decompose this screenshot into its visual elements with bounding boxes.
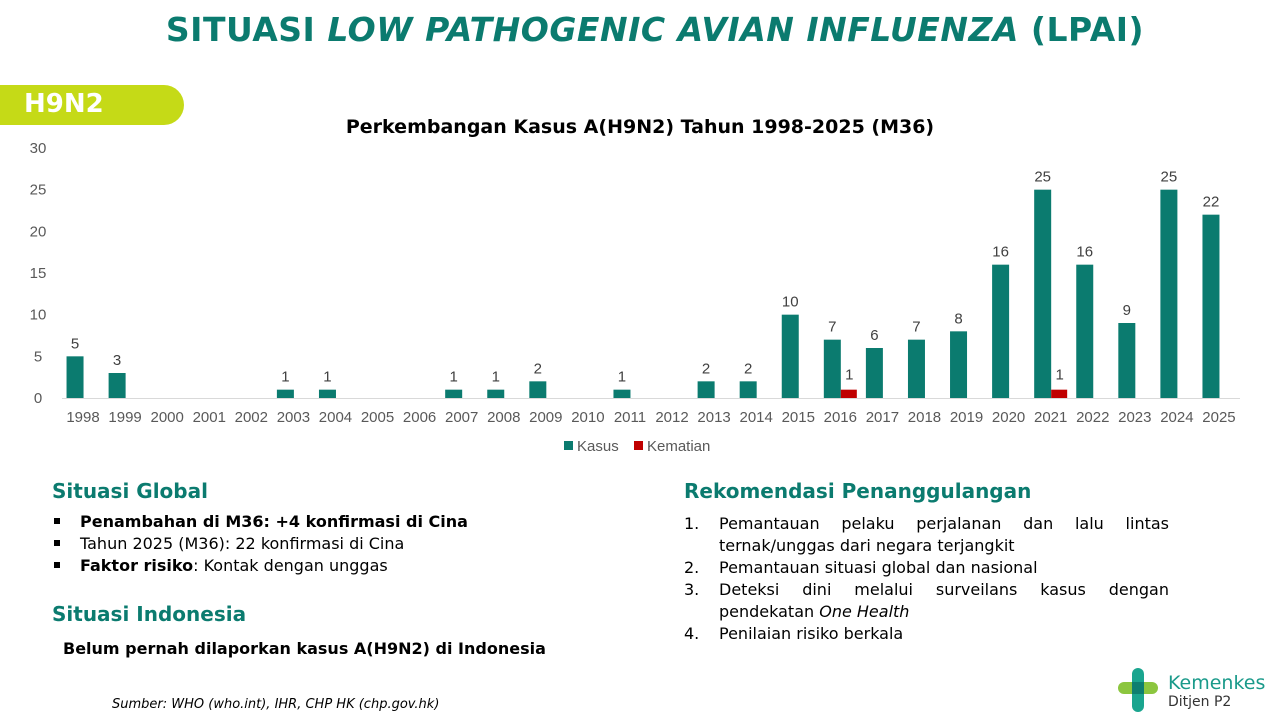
recommendation-text: Pemantauan pelaku perjalanan dan lalu lintas ternak/unggas dari negara terjangkit (719, 514, 1169, 555)
global-bullet-bold: Penambahan di M36: +4 konfirmasi di Cina (80, 512, 468, 531)
x-tick-label: 2020 (991, 409, 1026, 426)
global-bullet (54, 512, 468, 531)
recommendation-italic: One Health (819, 602, 910, 621)
data-label-kasus: 22 (1202, 193, 1220, 211)
bar-kasus (824, 340, 841, 398)
indonesia-text: Belum pernah dilaporkan kasus A(H9N2) di Indonesia (63, 639, 546, 658)
data-label-kasus: 3 (112, 352, 122, 369)
y-tick-label: 20 (29, 223, 47, 241)
x-tick-label: 2017 (865, 409, 900, 426)
recommendation-item (684, 623, 1169, 645)
x-tick-label: 2021 (1033, 409, 1068, 426)
recommendation-item (684, 579, 1169, 623)
logo-subname: Ditjen P2 (1168, 694, 1232, 710)
x-tick-label: 2019 (949, 409, 984, 426)
bullet-square-icon (54, 518, 60, 524)
legend-swatch-kematian (634, 441, 643, 450)
bar-kasus (866, 348, 883, 398)
bar-kasus (67, 356, 84, 398)
bar-kasus (1076, 265, 1093, 398)
bar-kematian (841, 390, 857, 398)
data-label-kasus: 2 (701, 360, 711, 378)
data-label-kasus: 5 (70, 335, 80, 353)
global-bullet (54, 534, 404, 553)
recommendation-number: 4. (684, 624, 700, 643)
data-label-kasus: 1 (281, 368, 290, 386)
logo-name: Kemenkes (1168, 672, 1266, 694)
recommendation-number: 2. (684, 558, 700, 577)
data-label-kasus: 25 (1160, 168, 1178, 186)
title-italic: LOW PATHOGENIC AVIAN INFLUENZA (327, 10, 1019, 49)
data-label-kasus: 2 (744, 360, 753, 378)
data-label-kasus: 1 (449, 368, 458, 386)
data-label-kematian: 1 (1055, 366, 1064, 384)
bar-kematian (1051, 390, 1067, 398)
x-tick-label: 1998 (66, 409, 100, 426)
source-note: Sumber: WHO (who.int), IHR, CHP HK (chp.gov.hk) (112, 697, 440, 712)
data-label-kasus: 16 (992, 243, 1009, 261)
bar-kasus (277, 390, 294, 398)
x-tick-label: 2002 (234, 409, 269, 426)
bar-kasus (740, 381, 757, 398)
x-tick-label: 2014 (739, 409, 773, 426)
data-label-kasus: 1 (491, 368, 500, 386)
chart-title: Perkembangan Kasus A(H9N2) Tahun 1998-2025 (M36) (345, 116, 935, 138)
recommendation-number: 1. (684, 514, 700, 533)
recommendation-text: Pemantauan situasi global dan nasional (719, 558, 1038, 577)
data-label-kasus: 16 (1076, 243, 1094, 261)
x-tick-label: 2006 (402, 409, 437, 426)
bar-kasus (1202, 215, 1219, 398)
x-tick-label: 2012 (655, 409, 689, 426)
bar-kasus (109, 373, 126, 398)
legend-label-kematian: Kematian (647, 438, 711, 455)
x-tick-label: 2008 (487, 409, 521, 426)
global-bullet-text: Tahun 2025 (M36): 22 konfirmasi di Cina (80, 534, 405, 553)
x-tick-label: 1999 (108, 409, 142, 426)
recommendation-item (684, 557, 1169, 579)
x-tick-label: 2018 (907, 409, 942, 426)
subtype-tag-label: H9N2 (24, 89, 104, 119)
data-label-kasus: 6 (870, 327, 879, 344)
y-tick-label: 10 (29, 306, 47, 324)
bar-kasus (1160, 190, 1177, 398)
bullet-square-icon (54, 540, 60, 546)
x-tick-label: 2022 (1076, 409, 1110, 426)
recommendation-heading: Rekomendasi Penanggulangan (684, 479, 1032, 503)
x-tick-label: 2004 (318, 409, 353, 426)
bar-kasus (613, 390, 630, 398)
x-tick-label: 2016 (823, 409, 858, 426)
title-suffix: (LPAI) (1018, 10, 1145, 49)
bar-kasus (529, 381, 546, 398)
x-tick-label: 2010 (571, 409, 605, 426)
data-label-kasus: 1 (323, 368, 332, 386)
bar-kasus (319, 390, 336, 398)
x-tick-label: 2015 (781, 409, 815, 426)
data-label-kasus: 9 (1122, 302, 1131, 319)
bullet-square-icon (54, 562, 60, 568)
bar-kasus (445, 390, 462, 398)
x-tick-label: 2005 (360, 409, 395, 426)
global-bullet-text: : Kontak dengan unggas (193, 556, 388, 575)
data-label-kematian: 1 (845, 366, 854, 384)
x-tick-label: 2011 (613, 409, 647, 426)
bar-kasus (782, 315, 799, 398)
global-heading: Situasi Global (52, 479, 208, 503)
legend-label-kasus: Kasus (577, 438, 619, 455)
title-prefix: SITUASI (165, 10, 328, 49)
x-tick-label: 2025 (1202, 409, 1236, 426)
data-label-kasus: 1 (617, 368, 627, 386)
global-bullet (54, 556, 388, 575)
x-tick-label: 2023 (1118, 409, 1152, 426)
recommendation-number: 3. (684, 580, 700, 599)
y-tick-label: 25 (29, 181, 47, 199)
data-label-kasus: 10 (781, 293, 799, 311)
x-tick-label: 2009 (529, 409, 563, 426)
bar-kasus (908, 340, 925, 398)
recommendation-text: Deteksi dini melalui surveilans kasus dengan pendekatan One Health (719, 580, 1169, 621)
global-bullet-bold: Faktor risiko (80, 556, 194, 575)
x-tick-label: 2013 (697, 409, 731, 426)
bar-kasus (950, 331, 967, 398)
y-tick-label: 30 (29, 140, 47, 157)
recommendation-text: Penilaian risiko berkala (719, 624, 904, 643)
y-tick-label: 15 (29, 265, 47, 282)
legend-swatch-kasus (564, 441, 573, 450)
data-label-kasus: 7 (828, 318, 837, 336)
data-label-kasus: 8 (954, 310, 963, 328)
recommendation-item (684, 513, 1169, 557)
y-tick-label: 0 (33, 390, 43, 407)
x-tick-label: 2000 (150, 409, 184, 426)
x-tick-label: 2001 (192, 409, 226, 426)
y-tick-label: 5 (33, 348, 43, 366)
data-label-kasus: 25 (1034, 168, 1052, 186)
bar-kasus (1034, 190, 1051, 398)
indonesia-heading: Situasi Indonesia (52, 602, 247, 626)
data-label-kasus: 7 (912, 318, 921, 336)
bar-kasus (487, 390, 504, 398)
bar-kasus (992, 265, 1009, 398)
bar-kasus (1118, 323, 1135, 398)
x-tick-label: 2003 (276, 409, 311, 426)
x-tick-label: 2007 (444, 409, 479, 426)
data-label-kasus: 2 (533, 360, 542, 378)
x-tick-label: 2024 (1160, 409, 1194, 426)
bar-kasus (698, 381, 715, 398)
